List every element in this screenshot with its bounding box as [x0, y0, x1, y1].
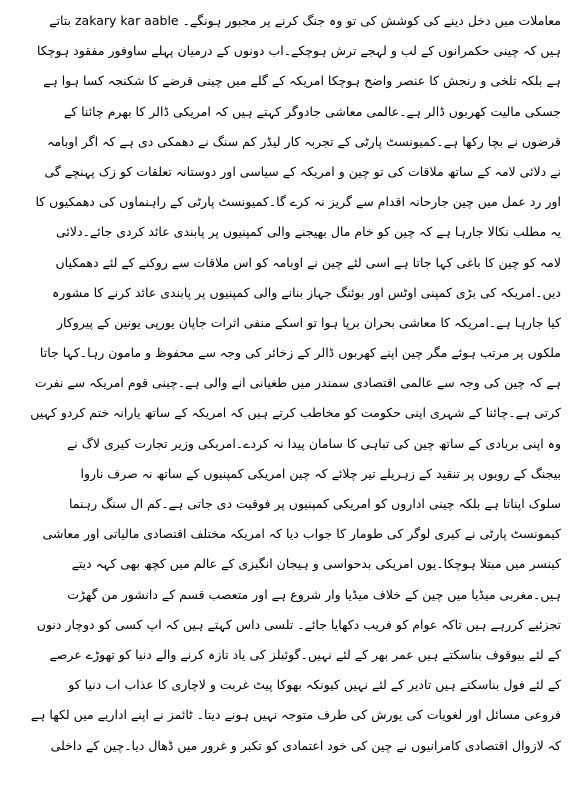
text-line: اور رد عمل میں چین جارحانہ اقدام سے گریز نہ کرے گا۔کمیونسٹ پارٹی کے راہنماوں کی دھمکیوں کا [35, 194, 561, 210]
text-line: ہے بلکہ تلخی و رنجش کا عنصر واضح ہوچکا امریکہ کے گلے میں چینی قرضے کا شکنجہ کسا ہوا ہے [43, 73, 561, 89]
text-line: وہ اپنی بربادی کے ساتھ چین کی تباہی کا سامان پیدا نہ کردے۔امریکی وزیر تجارت کیری لاگ نے [66, 435, 561, 451]
text-line: فروعی مسائل اور لغویات کی یورش کی طرف متوجہ نہیں ہونے دیتا۔ ٹائمز نے اپنے اداریے میں لکھا ہے [30, 707, 561, 723]
text-line: یہ مطلب نکالا جارہا ہے کہ چین کو خام مال بھیجنے والی کمپنیوں پر پابندی عائد کردی جائے۔دلائی [55, 224, 561, 240]
text-line: کرتی ہے۔چائنا کے شہری اپنی حکومت کو مخاطب کرتے ہیں کہ امریکہ کے ساتھ یارانہ ختم کردو کہیں [30, 405, 561, 421]
text-line: تجزئیے کررہے ہیں تاکہ عوام کو فریب دکھایا جائے۔ تلسی داس کہتے ہیں کہ اپ کسی کو دوچار دنوں [36, 616, 561, 632]
text-line: کیمونسٹ پارٹی نے کیری لوگر کی طومار کا جواب دیا کہ امریکہ مختلف اقتصادی مالیاتی اور معاشی [42, 526, 561, 542]
text-line: کیا جارہا ہے۔امریکہ کا معاشی بحران برپا ہوا تو اسکے منفی اثرات جاپان یورپی یونین کے پیروکار [57, 314, 561, 330]
text-line: لامہ کو چین کا باغی کہا جاتا ہے اسی لئے چین نے اوبامہ کو اس ملاقات سے روکنے کے لئے دھمکیاں [55, 254, 561, 270]
text-line: کہ لازوال اقتصادی کامرانیوں نے چین کی خود اعتمادی کو تکبر و غرور میں ڈھال دیا۔چین کے داخلی [50, 737, 561, 753]
text-line: کینسر میں مبتلا ہوچکا۔یوں امریکی بدحواسی و ہیجان انگیزی کے عالم میں کچھ بھی کہہ دیتے [71, 556, 561, 572]
text-line: کے لئے بیوقوف بناسکتے ہیں عمر بھر کے لئے نہیں۔گوئبلز کی یاد تازہ کرنے والے دنیا کو تھوڑے عرصے [49, 646, 561, 662]
text-line: جسکی مالیت کھربوں ڈالر ہے۔عالمی معاشی جادوگر کہتے ہیں کہ امریکی ڈالر کا بھرم چائنا کے [63, 103, 561, 119]
text-line: سلوک اپناتا ہے بلکہ چینی اداروں کو امریکی کمپنیوں پر فوقیت دی جاتی ہے۔کم ال سنگ رہنما [68, 496, 561, 511]
text-line: دیں۔امریکہ کی بڑی کمپنی اوٹس اور بوئنگ جہاز بنانے والی کمپنیوں پر پابندی عائد کرنے کا مشورہ [51, 284, 561, 300]
text-line: معاملات میں دخل دینے کی کوشش کی تو وہ جنگ کرنے پر مجبور ہونگے۔ zakary kar aable بتاتے [49, 13, 561, 28]
text-line: ہے کہ چین کی وجہ سے عالمی اقتصادی سمندر میں طغیانی انے والی ہے۔چینی قوم امریکہ سے نفرت [34, 375, 561, 391]
text-line: نے دلائی لامہ کے ساتھ ملاقات کی تو چین و امریکہ کے سیاسی اور دوستانہ تعلقات کو زک پہنچے گی [44, 163, 561, 179]
text-line: کے لئے فول بناسکتے ہیں تادیر کے لئے نہیں کیونکہ بھوکا پیٹ غربت و لاچاری کا عذاب اب دنیا کو [68, 677, 561, 693]
text-line: ہیں کہ چینی حکمرانوں کے لب و لہجے ترش ہوچکے۔اب دونوں کے درمیان پہلے ساوفور مفقود ہوچکا [36, 43, 561, 59]
text-line: قرضوں نے بچا رکھا ہے۔کمیونسٹ پارٹی کے تجربہ کار لیڈر کم سنگ نے دھمکی دی ہے کہ اگر اوبامہ [47, 133, 561, 149]
text-line: بیجنگ کے رویوں پر تنقید کے زہریلے تیر چلائے کہ چین امریکی کمپنیوں کے ساتھ نہ صرف ناروا [80, 465, 561, 481]
text-line: ہیں۔مغربی میڈیا میں چین کے خلاف میڈیا وار شروع ہے اور متعصب قسم کے دانشور من گھڑت [67, 586, 561, 602]
text-line: ملکوں پر مرتب ہوئے مگر چین اپنے کھربوں ڈالر کے زخائر کی وجہ سے محفوظ و مامون رہا۔کہا جاتا [39, 345, 561, 361]
